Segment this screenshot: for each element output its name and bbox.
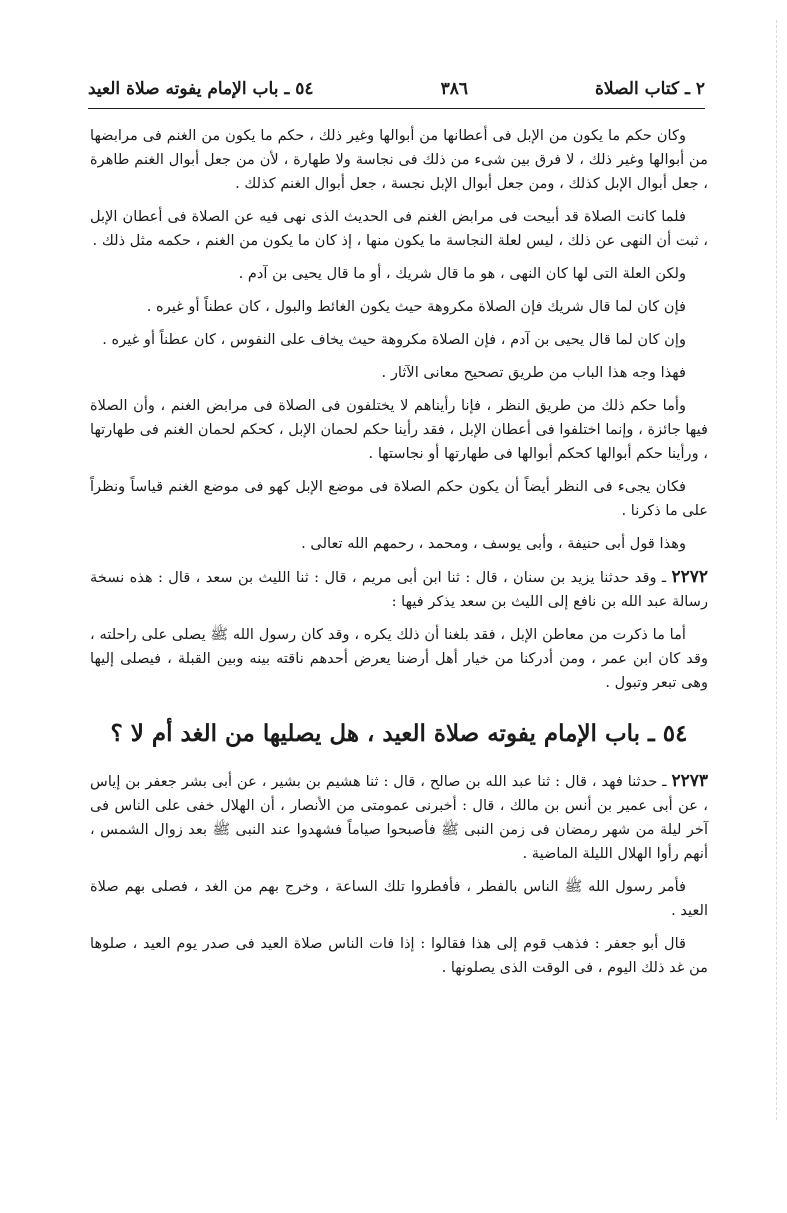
hadith-text: ـ وقد حدثنا يزيد بن سنان ، قال : ثنا ابن أبى مريم ، قال : ثنا الليث بن سعد ، قال : هذه نسخة رسالة عبد الله بن نافع إلى الليث بن سعد يذكر فيها :	[90, 569, 708, 610]
body-text	[90, 124, 708, 989]
paragraph: وهذا قول أبى حنيفة ، وأبى يوسف ، ومحمد ، رحمهم الله تعالى .	[301, 535, 686, 552]
hadith-2272	[90, 565, 708, 614]
paragraph: وأما حكم ذلك من طريق النظر ، فإنا رأيناهم لا يختلفون فى الصلاة فى مرابض الغنم ، وأن الصلاة فيها جائزة ، وإنما اختلفوا فى أعطان الإبل ، فقد رأينا حكم لحمان الإبل ، كحكم لحمان الغنم فى طهارتها ، ورأينا حكم أبوالها كحكم أبوالها فى طهارتها أو نجاستها .	[90, 397, 708, 462]
chapter-heading: ٥٤ ـ باب الإمام يفوته صلاة العيد ، هل يصليها من الغد أم لا ؟	[110, 720, 688, 747]
hadith-number: ٢٢٧٢	[671, 567, 709, 587]
header-chapter-title: ٥٤ ـ باب الإمام يفوته صلاة العيد	[88, 79, 314, 99]
paragraph: فلما كانت الصلاة قد أبيحت فى مرابض الغنم فى الحديث الذى نهى فيه عن الصلاة فى أعطان الإبل ، ثبت أن النهى عن ذلك ، ليس لعلة النجاسة ما يكون منها ، إذ كان ما يكون من الغنم ، حكمه مثل ذلك .	[90, 208, 708, 249]
hadith-text: ـ حدثنا فهد ، قال : ثنا عبد الله بن صالح ، قال : ثنا هشيم بن بشير ، عن أبى بشر جعفر بن إياس ، عن أبى عمير بن أنس بن مالك ، قال : أخبرنى عمومتى من الأنصار ، أن الهلال خفى على الناس فى آخر ليلة من شهر رمضان فى زمن النبى ﷺ فأصبحوا صياماً فشهدوا عند النبى ﷺ بعد زوال الشمس ، أنهم رأوا الهلال الليلة الماضية .	[90, 773, 708, 862]
header-divider	[88, 108, 705, 109]
quoted-letter: أما ما ذكرت من معاطن الإبل ، فقد بلغنا أن ذلك يكره ، وقد كان رسول الله ﷺ يصلى على راحلته ، وقد كان ابن عمر ، ومن أدركنا من خيار أهل أرضنا يعرض أحدهم ناقته بينه وبين القبلة ، فيصلى إليها وهى تبعر وتبول .	[90, 626, 708, 691]
hadith-number: ٢٢٧٣	[671, 771, 709, 791]
header-page-number: ٣٨٦	[440, 79, 468, 99]
paragraph: فأمر رسول الله ﷺ الناس بالفطر ، فأفطروا تلك الساعة ، وخرج بهم من الغد ، فصلى بهم صلاة العيد .	[90, 878, 708, 919]
scan-edge-line	[776, 20, 778, 1120]
paragraph: فكان يجىء فى النظر أيضاً أن يكون حكم الصلاة فى موضع الإبل كهو فى موضع الغنم قياساً ونظراً على ما ذكرنا .	[90, 478, 708, 519]
running-header	[88, 76, 705, 102]
paragraph: وإن كان لما قال يحيى بن آدم ، فإن الصلاة مكروهة حيث يخاف على النفوس ، كان عطناً أو غيره .	[102, 331, 686, 348]
hadith-2273	[90, 769, 708, 866]
paragraph: ولكن العلة التى لها كان النهى ، هو ما قال شريك ، أو ما قال يحيى بن آدم .	[238, 265, 686, 282]
paragraph: فهذا وجه هذا الباب من طريق تصحيح معانى الآثار .	[381, 364, 686, 381]
paragraph: وكان حكم ما يكون من الإبل فى أعطانها من أبوالها وغير ذلك ، حكم ما يكون من الغنم فى مرابضها من أبوالها وغير ذلك ، لا فرق بين شىء من ذلك فى نجاسة ولا طهارة ، لأن من جعل أبوال الغنم طاهرة ، جعل أبوال الإبل كذلك ، ومن جعل أبوال الإبل نجسة ، جعل أبوال الغنم كذلك .	[90, 127, 708, 192]
paragraph: فإن كان لما قال شريك فإن الصلاة مكروهة حيث يكون الغائط والبول ، كان عطناً أو غيره .	[146, 298, 686, 315]
paragraph: قال أبو جعفر : فذهب قوم إلى هذا فقالوا : إذا فات الناس صلاة العيد فى صدر يوم العيد ، صلوها من غد ذلك اليوم ، فى الوقت الذى يصلونها .	[90, 935, 708, 976]
header-book-title: ٢ ـ كتاب الصلاة	[595, 79, 705, 99]
